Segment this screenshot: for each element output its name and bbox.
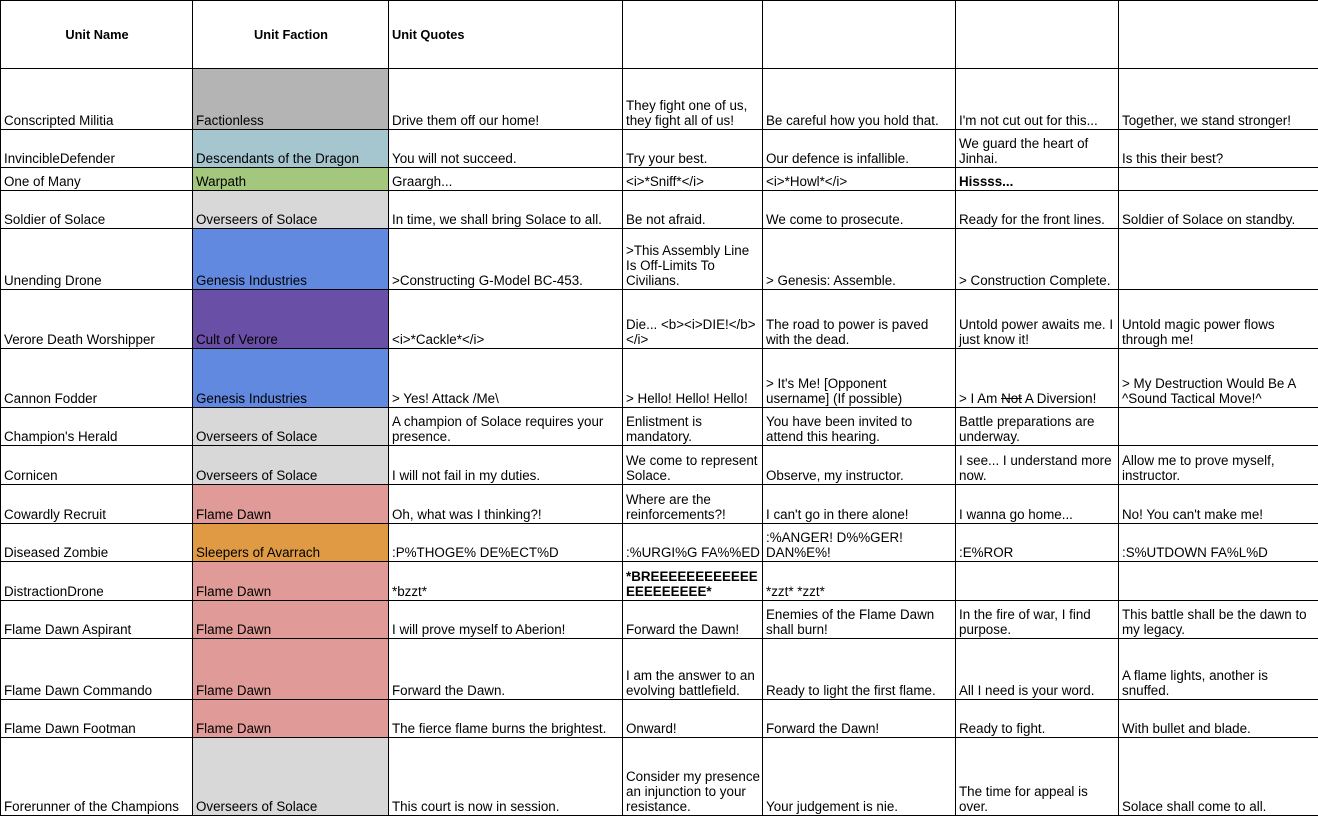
quote-cell[interactable]: Untold power awaits me. I just know it!: [956, 290, 1119, 349]
quote-cell[interactable]: Forward the Dawn!: [763, 700, 956, 738]
table-row: [1, 524, 1318, 562]
unit-name-cell[interactable]: Flame Dawn Footman: [1, 700, 193, 738]
quote-cell[interactable]: Together, we stand stronger!: [1119, 69, 1318, 130]
quote-cell[interactable]: We come to represent Solace.: [623, 446, 763, 485]
quote-cell[interactable]: Try your best.: [623, 130, 763, 168]
unit-faction-cell[interactable]: Genesis Industries: [193, 229, 389, 290]
quote-cell[interactable]: I wanna go home...: [956, 485, 1119, 524]
unit-faction-cell[interactable]: Warpath: [193, 168, 389, 191]
unit-name-cell[interactable]: Soldier of Solace: [1, 191, 193, 229]
unit-name-cell[interactable]: Forerunner of the Champions: [1, 738, 193, 816]
quote-cell[interactable]: > It's Me! [Opponent username] (If possible): [763, 349, 956, 408]
quote-cell[interactable]: Ready for the front lines.: [956, 191, 1119, 229]
table-row: [1, 601, 1318, 639]
quote-cell[interactable]: You have been invited to attend this hearing.: [763, 408, 956, 446]
unit-name-cell[interactable]: Unending Drone: [1, 229, 193, 290]
quote-cell[interactable]: The time for appeal is over.: [956, 738, 1119, 816]
unit-faction-cell[interactable]: Overseers of Solace: [193, 191, 389, 229]
quote-cell[interactable]: I see... I understand more now.: [956, 446, 1119, 485]
quote-cell[interactable]: Be not afraid.: [623, 191, 763, 229]
table-row: [1, 408, 1318, 446]
quote-cell[interactable]: <i>*Howl*</i>: [763, 168, 956, 191]
table-row: [1, 562, 1318, 601]
quote-cell[interactable]: Our defence is infallible.: [763, 130, 956, 168]
quote-cell[interactable]: Oh, what was I thinking?!: [389, 485, 623, 524]
quote-cell[interactable]: Ready to light the first flame.: [763, 639, 956, 700]
unit-name-cell[interactable]: Flame Dawn Aspirant: [1, 601, 193, 639]
table-row: [1, 738, 1318, 816]
quote-cell[interactable]: Your judgement is nie.: [763, 738, 956, 816]
unit-name-cell[interactable]: Conscripted Militia: [1, 69, 193, 130]
unit-name-cell[interactable]: Cannon Fodder: [1, 349, 193, 408]
table-row: [1, 485, 1318, 524]
header-empty-4[interactable]: [623, 1, 763, 69]
quote-cell[interactable]: >This Assembly Line Is Off-Limits To Civilians.: [623, 229, 763, 290]
quote-cell[interactable]: I will prove myself to Aberion!: [389, 601, 623, 639]
quote-cell[interactable]: Enemies of the Flame Dawn shall burn!: [763, 601, 956, 639]
table-row: [1, 130, 1318, 168]
table-row: [1, 69, 1318, 130]
quote-cell[interactable]: Forward the Dawn!: [623, 601, 763, 639]
quote-cell[interactable]: No! You can't make me!: [1119, 485, 1318, 524]
quote-cell[interactable]: :S%UTDOWN FA%L%D: [1119, 524, 1318, 562]
quote-cell[interactable]: >Constructing G-Model BC-453.: [389, 229, 623, 290]
quote-cell[interactable]: I will not fail in my duties.: [389, 446, 623, 485]
unit-faction-cell[interactable]: Flame Dawn: [193, 700, 389, 738]
quote-cell[interactable]: Die... <b><i>DIE!</b></i>: [623, 290, 763, 349]
quote-cell[interactable]: We come to prosecute.: [763, 191, 956, 229]
unit-faction-cell[interactable]: Descendants of the Dragon: [193, 130, 389, 168]
quote-cell[interactable]: Hissss...: [956, 168, 1119, 191]
header-empty-7[interactable]: [1119, 1, 1318, 69]
quote-cell[interactable]: The road to power is paved with the dead.: [763, 290, 956, 349]
quote-cell[interactable]: *bzzt*: [389, 562, 623, 601]
table-row: [1, 168, 1318, 191]
quote-cell[interactable]: Drive them off our home!: [389, 69, 623, 130]
quote-cell[interactable]: > Hello! Hello! Hello!: [623, 349, 763, 408]
unit-name-cell[interactable]: Flame Dawn Commando: [1, 639, 193, 700]
quote-cell[interactable]: Battle preparations are underway.: [956, 408, 1119, 446]
unit-faction-cell[interactable]: Cult of Verore: [193, 290, 389, 349]
quote-cell[interactable]: Is this their best?: [1119, 130, 1318, 168]
table-row: [1, 229, 1318, 290]
quote-cell[interactable]: I am the answer to an evolving battlefield.: [623, 639, 763, 700]
quote-cell[interactable]: You will not succeed.: [389, 130, 623, 168]
quote-cell[interactable]: Soldier of Solace on standby.: [1119, 191, 1318, 229]
quote-cell[interactable]: I'm not cut out for this...: [956, 69, 1119, 130]
quote-cell[interactable]: All I need is your word.: [956, 639, 1119, 700]
unit-name-cell[interactable]: Cornicen: [1, 446, 193, 485]
quote-cell[interactable]: In the fire of war, I find purpose.: [956, 601, 1119, 639]
unit-faction-cell[interactable]: Factionless: [193, 69, 389, 130]
table-row: [1, 191, 1318, 229]
quote-cell[interactable]: :%URGI%G FA%%ED: [623, 524, 763, 562]
header-unit-faction[interactable]: Unit Faction: [193, 1, 389, 69]
quote-cell[interactable]: *BREEEEEEEEEEEEEEEEEEEEE*: [623, 562, 763, 601]
unit-faction-cell[interactable]: Overseers of Solace: [193, 446, 389, 485]
quote-cell[interactable]: In time, we shall bring Solace to all.: [389, 191, 623, 229]
quote-cell[interactable]: This court is now in session.: [389, 738, 623, 816]
unit-faction-cell[interactable]: Flame Dawn: [193, 601, 389, 639]
quote-cell[interactable]: Where are the reinforcements?!: [623, 485, 763, 524]
unit-name-cell[interactable]: Diseased Zombie: [1, 524, 193, 562]
unit-faction-cell[interactable]: Flame Dawn: [193, 562, 389, 601]
quote-cell[interactable]: *zzt* *zzt*: [763, 562, 956, 601]
quote-cell[interactable]: A champion of Solace requires your presence.: [389, 408, 623, 446]
table-row: [1, 639, 1318, 700]
quote-cell[interactable]: Ready to fight.: [956, 700, 1119, 738]
quote-cell[interactable]: [1119, 229, 1318, 290]
unit-faction-cell[interactable]: Flame Dawn: [193, 639, 389, 700]
quote-cell[interactable]: > Yes! Attack /Me\: [389, 349, 623, 408]
unit-name-cell[interactable]: InvincibleDefender: [1, 130, 193, 168]
quote-cell[interactable]: <i>*Cackle*</i>: [389, 290, 623, 349]
header-empty-5[interactable]: [763, 1, 956, 69]
quote-cell[interactable]: Be careful how you hold that.: [763, 69, 956, 130]
unit-faction-cell[interactable]: Overseers of Solace: [193, 738, 389, 816]
quote-cell[interactable]: Onward!: [623, 700, 763, 738]
quote-cell[interactable]: [956, 562, 1119, 601]
quote-cell[interactable]: Enlistment is mandatory.: [623, 408, 763, 446]
quote-cell[interactable]: > I Am Not A Diversion!: [956, 349, 1119, 408]
unit-name-cell[interactable]: DistractionDrone: [1, 562, 193, 601]
quote-cell[interactable]: > Construction Complete.: [956, 229, 1119, 290]
quote-cell[interactable]: Consider my presence an injunction to your resistance.: [623, 738, 763, 816]
quote-cell[interactable]: [1119, 562, 1318, 601]
unit-faction-cell[interactable]: Flame Dawn: [193, 485, 389, 524]
quote-cell[interactable]: [1119, 168, 1318, 191]
header-unit-name[interactable]: Unit Name: [1, 1, 193, 69]
header-empty-6[interactable]: [956, 1, 1119, 69]
header-unit-quotes[interactable]: Unit Quotes: [389, 1, 623, 69]
quote-cell[interactable]: > My Destruction Would Be A ^Sound Tactical Move!^: [1119, 349, 1318, 408]
quote-cell[interactable]: This battle shall be the dawn to my legacy.: [1119, 601, 1318, 639]
unit-name-cell[interactable]: Verore Death Worshipper: [1, 290, 193, 349]
quote-cell[interactable]: I can't go in there alone!: [763, 485, 956, 524]
quote-cell[interactable]: They fight one of us, they fight all of us!: [623, 69, 763, 130]
unit-faction-cell[interactable]: Sleepers of Avarrach: [193, 524, 389, 562]
unit-name-cell[interactable]: One of Many: [1, 168, 193, 191]
quote-cell[interactable]: Allow me to prove myself, instructor.: [1119, 446, 1318, 485]
quote-cell[interactable]: With bullet and blade.: [1119, 700, 1318, 738]
table-row: [1, 700, 1318, 738]
quote-cell[interactable]: We guard the heart of Jinhai.: [956, 130, 1119, 168]
unit-name-cell[interactable]: Cowardly Recruit: [1, 485, 193, 524]
table-row: [1, 349, 1318, 408]
quote-cell[interactable]: A flame lights, another is snuffed.: [1119, 639, 1318, 700]
table-row: [1, 290, 1318, 349]
quote-cell[interactable]: :%ANGER! D%%GER! DAN%E%!: [763, 524, 956, 562]
quote-cell[interactable]: Graargh...: [389, 168, 623, 191]
quote-cell[interactable]: :P%THOGE% DE%ECT%D: [389, 524, 623, 562]
unit-faction-cell[interactable]: Genesis Industries: [193, 349, 389, 408]
quote-cell[interactable]: > Genesis: Assemble.: [763, 229, 956, 290]
quote-cell[interactable]: Observe, my instructor.: [763, 446, 956, 485]
quote-cell[interactable]: <i>*Sniff*</i>: [623, 168, 763, 191]
quote-cell[interactable]: [1119, 408, 1318, 446]
unit-faction-cell[interactable]: Overseers of Solace: [193, 408, 389, 446]
quote-cell[interactable]: Untold magic power flows through me!: [1119, 290, 1318, 349]
table-row: [1, 446, 1318, 485]
quote-cell[interactable]: :E%ROR: [956, 524, 1119, 562]
header-row: [1, 1, 1318, 69]
quote-cell[interactable]: The fierce flame burns the brightest.: [389, 700, 623, 738]
unit-name-cell[interactable]: Champion's Herald: [1, 408, 193, 446]
quote-cell[interactable]: Forward the Dawn.: [389, 639, 623, 700]
quote-cell[interactable]: Solace shall come to all.: [1119, 738, 1318, 816]
